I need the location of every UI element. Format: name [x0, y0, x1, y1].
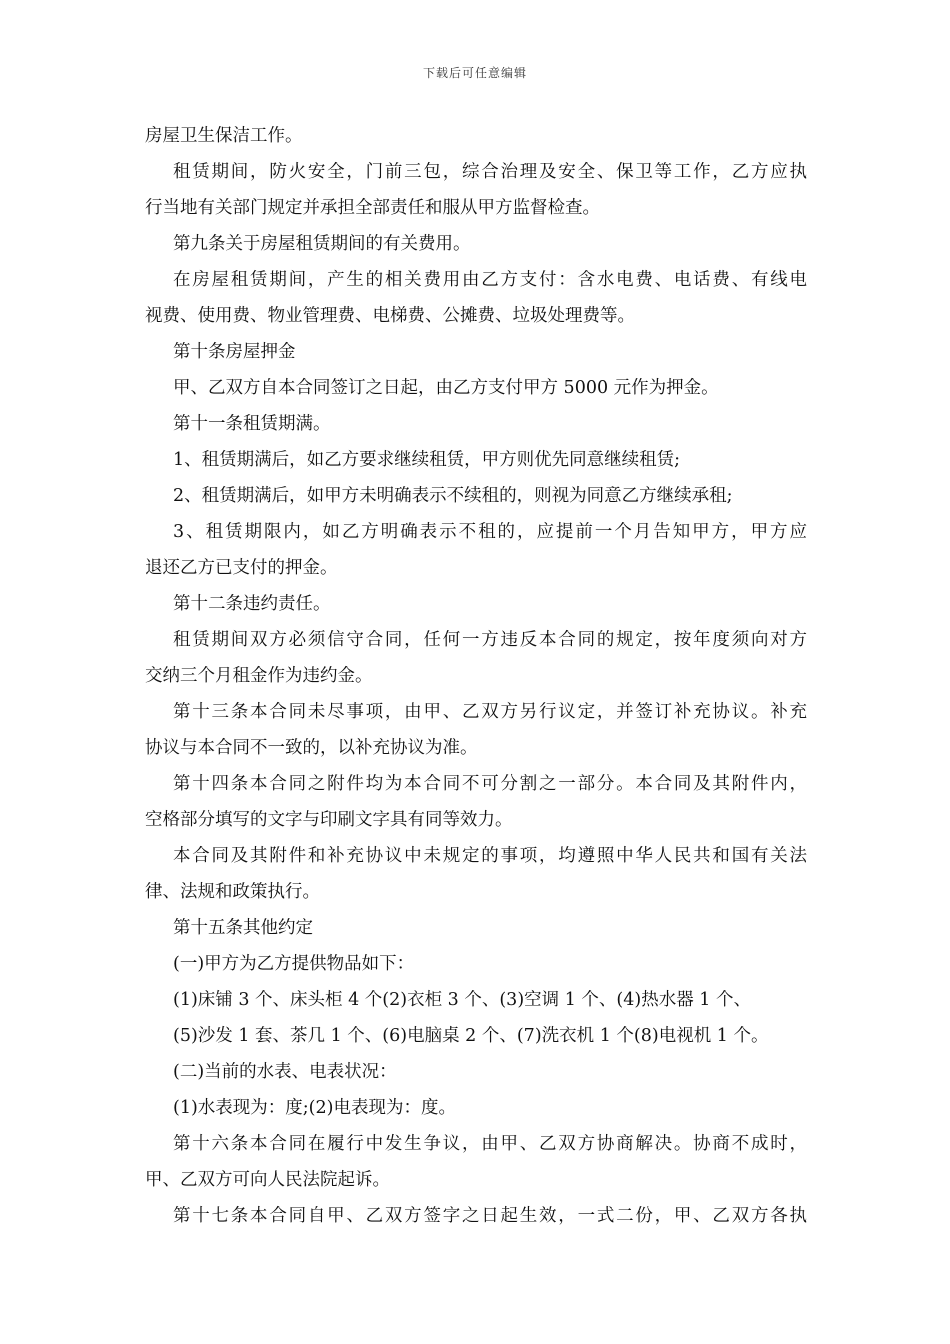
text-line: 房屋卫生保洁工作。	[145, 126, 303, 146]
text-line: 第十六条本合同在履行中发生争议，由甲、乙双方协商解决。协商不成时，	[173, 1134, 807, 1154]
text-line: 第十五条其他约定	[173, 918, 313, 938]
text-line: (5)沙发 1 套、茶几 1 个、(6)电脑桌 2 个、(7)洗衣机 1 个(8)电视机 1 个。	[173, 1026, 769, 1046]
text-line: 交纳三个月租金作为违约金。	[145, 666, 373, 686]
text-line: (一)甲方为乙方提供物品如下：	[173, 954, 415, 974]
text-line: 本合同及其附件和补充协议中未规定的事项，均遵照中华人民共和国有关法	[173, 846, 807, 866]
text-line: 第十条房屋押金	[173, 342, 296, 362]
text-line: 1、租赁期满后，如乙方要求继续租赁，甲方则优先同意继续租赁;	[173, 450, 681, 470]
text-line: 第十三条本合同未尽事项，由甲、乙双方另行议定，并签订补充协议。补充	[173, 702, 807, 722]
document-body	[145, 118, 807, 1234]
text-line: (1)床铺 3 个、床头柜 4 个(2)衣柜 3 个、(3)空调 1 个、(4)热水器 1 个、	[173, 990, 751, 1010]
text-line: 租赁期间双方必须信守合同，任何一方违反本合同的规定，按年度须向对方	[173, 630, 807, 650]
text-line: 视费、使用费、物业管理费、电梯费、公摊费、垃圾处理费等。	[145, 306, 635, 326]
page-header: 下载后可任意编辑	[422, 66, 527, 80]
text-line: 甲、乙双方自本合同签订之日起，由乙方支付甲方 5000 元作为押金。	[173, 378, 719, 398]
text-line: 甲、乙双方可向人民法院起诉。	[145, 1170, 390, 1190]
text-line: 第十一条租赁期满。	[173, 414, 331, 434]
text-line: 第十二条违约责任。	[173, 594, 331, 614]
text-line: 协议与本合同不一致的，以补充协议为准。	[145, 738, 478, 758]
text-line: 行当地有关部门规定并承担全部责任和服从甲方监督检查。	[145, 198, 600, 218]
text-line: 退还乙方已支付的押金。	[145, 558, 338, 578]
text-line: 第十七条本合同自甲、乙双方签字之日起生效，一式二份，甲、乙双方各执	[173, 1206, 807, 1226]
text-line: (二)当前的水表、电表状况：	[173, 1062, 397, 1082]
text-line: 3、租赁期限内，如乙方明确表示不租的，应提前一个月告知甲方，甲方应	[173, 522, 807, 542]
text-line: 2、租赁期满后，如甲方未明确表示不续租的，则视为同意乙方继续承租;	[173, 486, 733, 506]
text-line: 租赁期间，防火安全，门前三包，综合治理及安全、保卫等工作，乙方应执	[173, 162, 807, 182]
text-line: 律、法规和政策执行。	[145, 882, 320, 902]
text-line: 空格部分填写的文字与印刷文字具有同等效力。	[145, 810, 513, 830]
text-line: 第十四条本合同之附件均为本合同不可分割之一部分。本合同及其附件内，	[173, 774, 807, 794]
text-line: 第九条关于房屋租赁期间的有关费用。	[173, 234, 471, 254]
text-line: 在房屋租赁期间，产生的相关费用由乙方支付：含水电费、电话费、有线电	[173, 270, 807, 290]
text-line: (1)水表现为：度;(2)电表现为：度。	[173, 1098, 456, 1118]
